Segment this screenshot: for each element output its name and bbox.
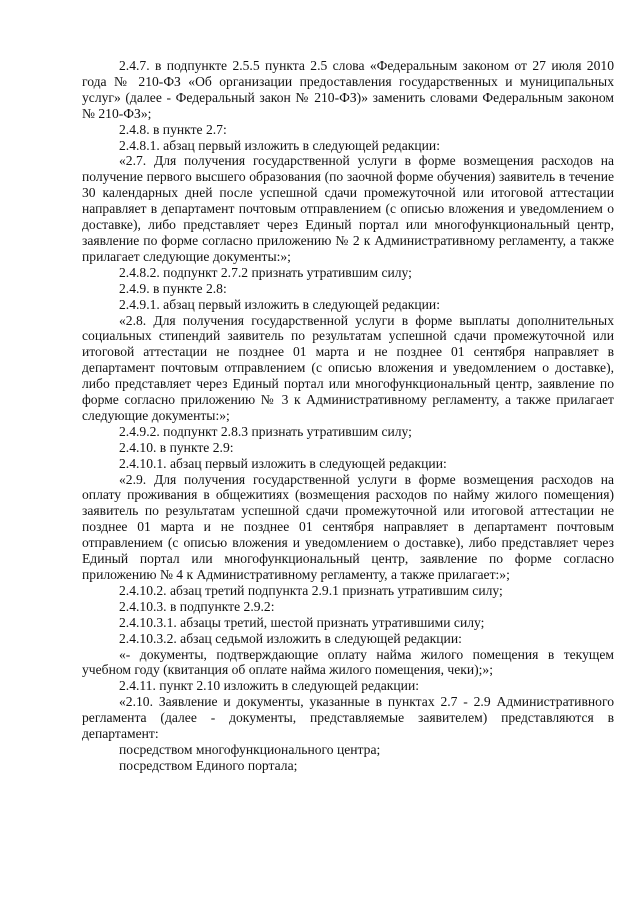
paragraph-2-4-8: 2.4.8. в пункте 2.7:	[119, 121, 227, 137]
list-item-portal: посредством Единого портала;	[119, 757, 298, 773]
paragraph-2-4-10: 2.4.10. в пункте 2.9:	[119, 439, 234, 455]
paragraph-2-4-11: 2.4.11. пункт 2.10 изложить в следующей редакции:	[119, 678, 420, 694]
paragraph-2-4-8-2: 2.4.8.2. подпункт 2.7.2 признать утратившим силу;	[119, 264, 412, 280]
paragraph-2-9-quote: «2.9. Для получения государственной услуги в форме возмещения расходов на оплату проживания в общежитиях (возмещения расходов по найму жилого помещения) заявитель по результатам успешной сдачи промежуточной или итоговой аттестации не позднее 01 марта и не позднее 01 сентября направляет в департамент почтовым отправлением (с описью вложения и уведомлением о доставке), либо представляет через Единый портал или многофункциональный центр, заявление по форме согласно приложению № 4 к Административному регламенту, а также прилагает:»;	[82, 471, 614, 582]
paragraph-2-4-7: 2.4.7. в подпункте 2.5.5 пункта 2.5 слова «Федеральным законом от 27 июля 2010 года № 210-ФЗ «Об организации предоставления государственных и муниципальных услуг» (далее - Федеральный закон № 210-ФЗ)» заменить словами Федеральным законом № 210-ФЗ»;	[82, 58, 614, 121]
paragraph-2-7-quote: «2.7. Для получения государственной услуги в форме возмещения расходов на получение первого высшего образования (по заочной форме обучения) заявитель в течение 30 календарных дней после успешной сдачи промежуточной или итоговой аттестации направляет в департамент почтовым отправлением (с описью вложения и уведомлением о доставке), либо представляет через Единый портал или многофункциональный центр, заявление по форме согласно приложению № 2 к Административному регламенту, а также прилагает следующие документы:»;	[82, 153, 614, 264]
paragraph-2-4-10-1: 2.4.10.1. абзац первый изложить в следующей редакции:	[119, 455, 447, 471]
paragraph-2-4-8-1: 2.4.8.1. абзац первый изложить в следующей редакции:	[119, 137, 440, 153]
paragraph-2-8-quote: «2.8. Для получения государственной услуги в форме выплаты дополнительных социальных стипендий заявитель по результатам успешной сдачи промежуточной или итоговой аттестации не позднее 01 марта и не позднее 01 сентября направляет в департамент почтовым отправлением (с описью вложения и уведомлением о доставке), либо представляет через Единый портал или многофункциональный центр, заявление по форме согласно приложению № 3 к Административному регламенту, а также прилагает следующие документы:»;	[82, 312, 614, 423]
paragraph-2-4-10-3-2: 2.4.10.3.2. абзац седьмой изложить в следующей редакции:	[119, 630, 462, 646]
paragraph-documents-quote: «- документы, подтверждающие оплату найма жилого помещения в текущем учебном году (квитанция об оплате найма жилого помещения, чеки);»;	[82, 646, 614, 678]
paragraph-2-4-9-2: 2.4.9.2. подпункт 2.8.3 признать утратившим силу;	[119, 423, 412, 439]
document-page	[82, 58, 614, 774]
paragraph-2-10-quote: «2.10. Заявление и документы, указанные в пунктах 2.7 - 2.9 Административного регламента (далее - документы, представляемые заявителем) представляются в департамент:	[82, 694, 614, 742]
paragraph-2-4-10-2: 2.4.10.2. абзац третий подпункта 2.9.1 признать утратившим силу;	[119, 582, 503, 598]
list-item-mfc: посредством многофункционального центра;	[119, 741, 381, 757]
paragraph-2-4-10-3: 2.4.10.3. в подпункте 2.9.2:	[119, 598, 275, 614]
paragraph-2-4-9: 2.4.9. в пункте 2.8:	[119, 280, 227, 296]
paragraph-2-4-9-1: 2.4.9.1. абзац первый изложить в следующей редакции:	[119, 296, 440, 312]
paragraph-2-4-10-3-1: 2.4.10.3.1. абзацы третий, шестой признать утратившими силу;	[119, 614, 485, 630]
